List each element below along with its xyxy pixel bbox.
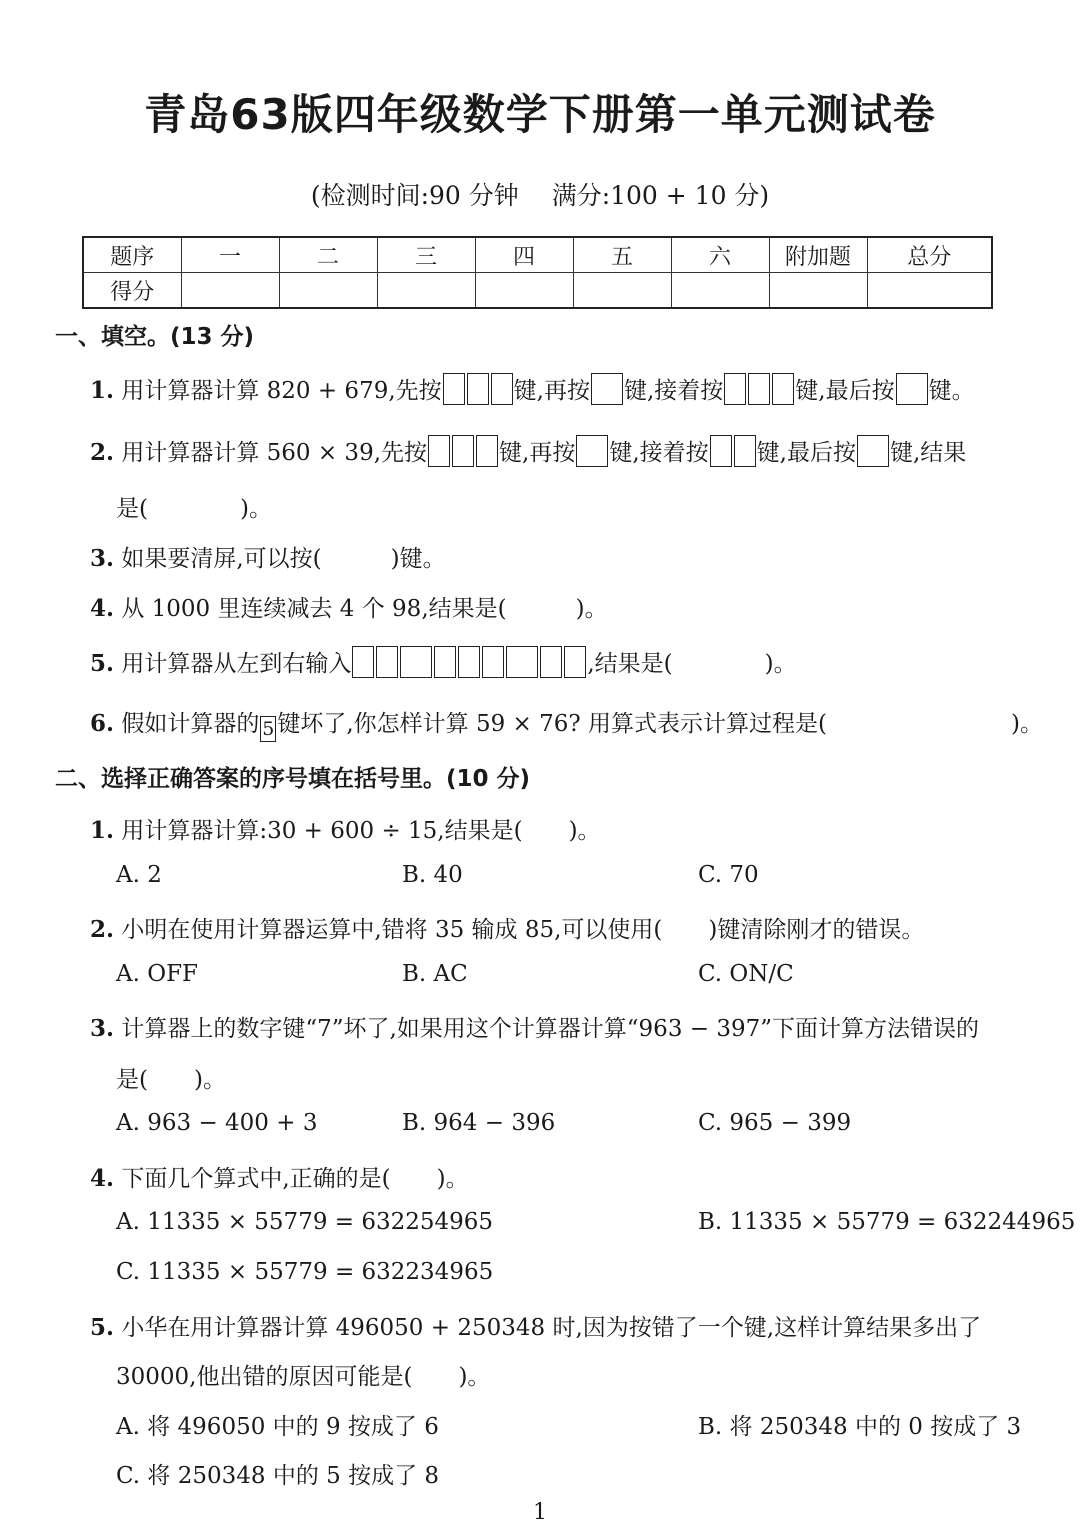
option-c[interactable]: C. 965 − 399 [698,1110,852,1136]
answer-box[interactable] [710,435,732,467]
score-header-cell: 六 [671,237,769,273]
calculator-key-icon: 5 [262,718,275,740]
s2-question-3 [90,1010,979,1043]
option-b[interactable]: B. 40 [402,862,463,888]
s1-question-2 [90,434,966,467]
section-2-heading: 二、选择正确答案的序号填在括号里。(10 分) [55,766,531,792]
option-a[interactable]: A. 11335 × 55779 = 632254965 [116,1209,494,1235]
answer-box[interactable] [734,435,756,467]
answer-box[interactable] [772,373,794,405]
option-c[interactable]: C. ON/C [698,961,794,987]
score-cell[interactable] [867,273,992,309]
question-text: 用计算器计算 820 + 679,先按 [121,378,442,404]
question-text: 下面几个算式中,正确的是( )。 [121,1166,469,1192]
score-cell[interactable] [377,273,475,309]
answer-box[interactable] [748,373,770,405]
score-header-cell: 三 [377,237,475,273]
page-number: 1 [533,1500,547,1525]
s2-question-5 [90,1309,981,1342]
answer-box[interactable] [376,646,398,678]
question-text: 键,最后按 [756,440,856,466]
answer-box[interactable] [458,646,480,678]
s2-question-4 [90,1160,469,1193]
section-1-heading: 一、填空。(13 分) [55,324,255,350]
score-cell[interactable] [279,273,377,309]
answer-box[interactable] [506,646,538,678]
option-a[interactable]: A. 2 [116,862,162,888]
question-text: 假如计算器的 [121,711,260,737]
question-text: 从 1000 里连续减去 4 个 98,结果是( )。 [121,596,608,622]
answer-box[interactable] [540,646,562,678]
question-number: 2. [90,439,115,466]
answer-box[interactable] [400,646,432,678]
question-text: 键,结果 [889,440,967,466]
question-number: 4. [90,1165,115,1192]
option-a[interactable]: A. 963 − 400 + 3 [116,1110,318,1136]
s1-question-4 [90,590,608,623]
option-a[interactable]: A. OFF [116,961,199,987]
option-c[interactable]: C. 11335 × 55779 = 632234965 [116,1259,494,1285]
question-number: 4. [90,595,115,622]
answer-box[interactable] [591,373,623,405]
question-text: ,结果是( )。 [587,651,797,677]
option-c[interactable]: C. 将 250348 中的 5 按成了 8 [116,1463,440,1489]
question-text: 键,再按 [513,378,590,404]
question-number: 2. [90,916,115,943]
question-text: 键,再按 [499,440,576,466]
question-text: 键坏了,你怎样计算 59 × 76? 用算式表示计算过程是( )。 [277,711,1043,737]
score-header-cell: 二 [279,237,377,273]
s2-question-2 [90,911,924,944]
score-cell[interactable] [573,273,671,309]
answer-box[interactable] [467,373,489,405]
s2-question-1 [90,812,601,845]
answer-box[interactable] [482,646,504,678]
question-text: 用计算器计算:30 + 600 ÷ 15,结果是( )。 [121,818,601,844]
score-table-score-row [83,273,992,309]
score-cell[interactable] [181,273,279,309]
answer-box[interactable] [452,435,474,467]
question-number: 3. [90,1015,115,1042]
question-number: 1. [90,377,115,404]
answer-box[interactable] [857,435,889,467]
score-header-cell: 总分 [867,237,992,273]
answer-box[interactable] [576,435,608,467]
s1-question-5 [90,645,797,678]
score-header-cell: 五 [573,237,671,273]
question-text: 键。 [928,378,975,404]
answer-box[interactable] [564,646,586,678]
answer-box[interactable] [443,373,465,405]
s1-question-6 [90,705,1043,742]
answer-box[interactable] [434,646,456,678]
score-header-cell: 题序 [83,237,181,273]
option-b[interactable]: B. AC [402,961,468,987]
s2-question-5-cont: 30000,他出错的原因可能是( )。 [116,1364,491,1390]
question-text: 用计算器从左到右输入 [121,651,352,677]
answer-box[interactable] [724,373,746,405]
s1-question-3 [90,540,446,573]
page-title: 青岛63版四年级数学下册第一单元测试卷 [144,90,936,139]
s2-question-3-cont: 是( )。 [116,1067,226,1093]
score-cell[interactable] [671,273,769,309]
option-c[interactable]: C. 70 [698,862,759,888]
score-table [82,236,993,309]
option-b[interactable]: B. 964 − 396 [402,1110,556,1136]
question-text: 计算器上的数字键“7”坏了,如果用这个计算器计算“963 − 397”下面计算方法错误的 [121,1016,979,1042]
question-number: 1. [90,817,115,844]
s1-question-1 [90,372,975,405]
question-text: 小明在使用计算器运算中,错将 35 输成 85,可以使用( )键清除刚才的错误。 [121,917,925,943]
question-number: 6. [90,710,115,737]
exam-info: (检测时间:90 分钟 满分:100 + 10 分) [310,181,770,210]
s1-question-2-cont: 是( )。 [116,496,272,522]
answer-box[interactable] [896,373,928,405]
score-header-cell: 一 [181,237,279,273]
question-text: 键,接着按 [609,440,709,466]
option-b[interactable]: B. 11335 × 55779 = 632244965 [698,1209,1076,1235]
question-text: 键,接着按 [623,378,724,404]
answer-box[interactable] [491,373,513,405]
question-text: 用计算器计算 560 × 39,先按 [121,440,428,466]
question-number: 5. [90,1314,115,1341]
score-row-label: 得分 [83,273,181,309]
score-cell[interactable] [769,273,867,309]
option-b[interactable]: B. 将 250348 中的 0 按成了 3 [698,1414,1022,1440]
question-number: 5. [90,650,115,677]
question-number: 3. [90,545,115,572]
answer-box[interactable] [352,646,374,678]
question-text: 小华在用计算器计算 496050 + 250348 时,因为按错了一个键,这样计算结果多出了 [121,1315,982,1341]
score-header-cell: 附加题 [769,237,867,273]
answer-box[interactable] [476,435,498,467]
question-text: 如果要清屏,可以按( )键。 [121,546,446,572]
answer-box[interactable] [428,435,450,467]
option-a[interactable]: A. 将 496050 中的 9 按成了 6 [116,1414,439,1440]
question-text: 键,最后按 [795,378,895,404]
score-cell[interactable] [475,273,573,309]
score-header-cell: 四 [475,237,573,273]
score-table-header-row [83,237,992,273]
